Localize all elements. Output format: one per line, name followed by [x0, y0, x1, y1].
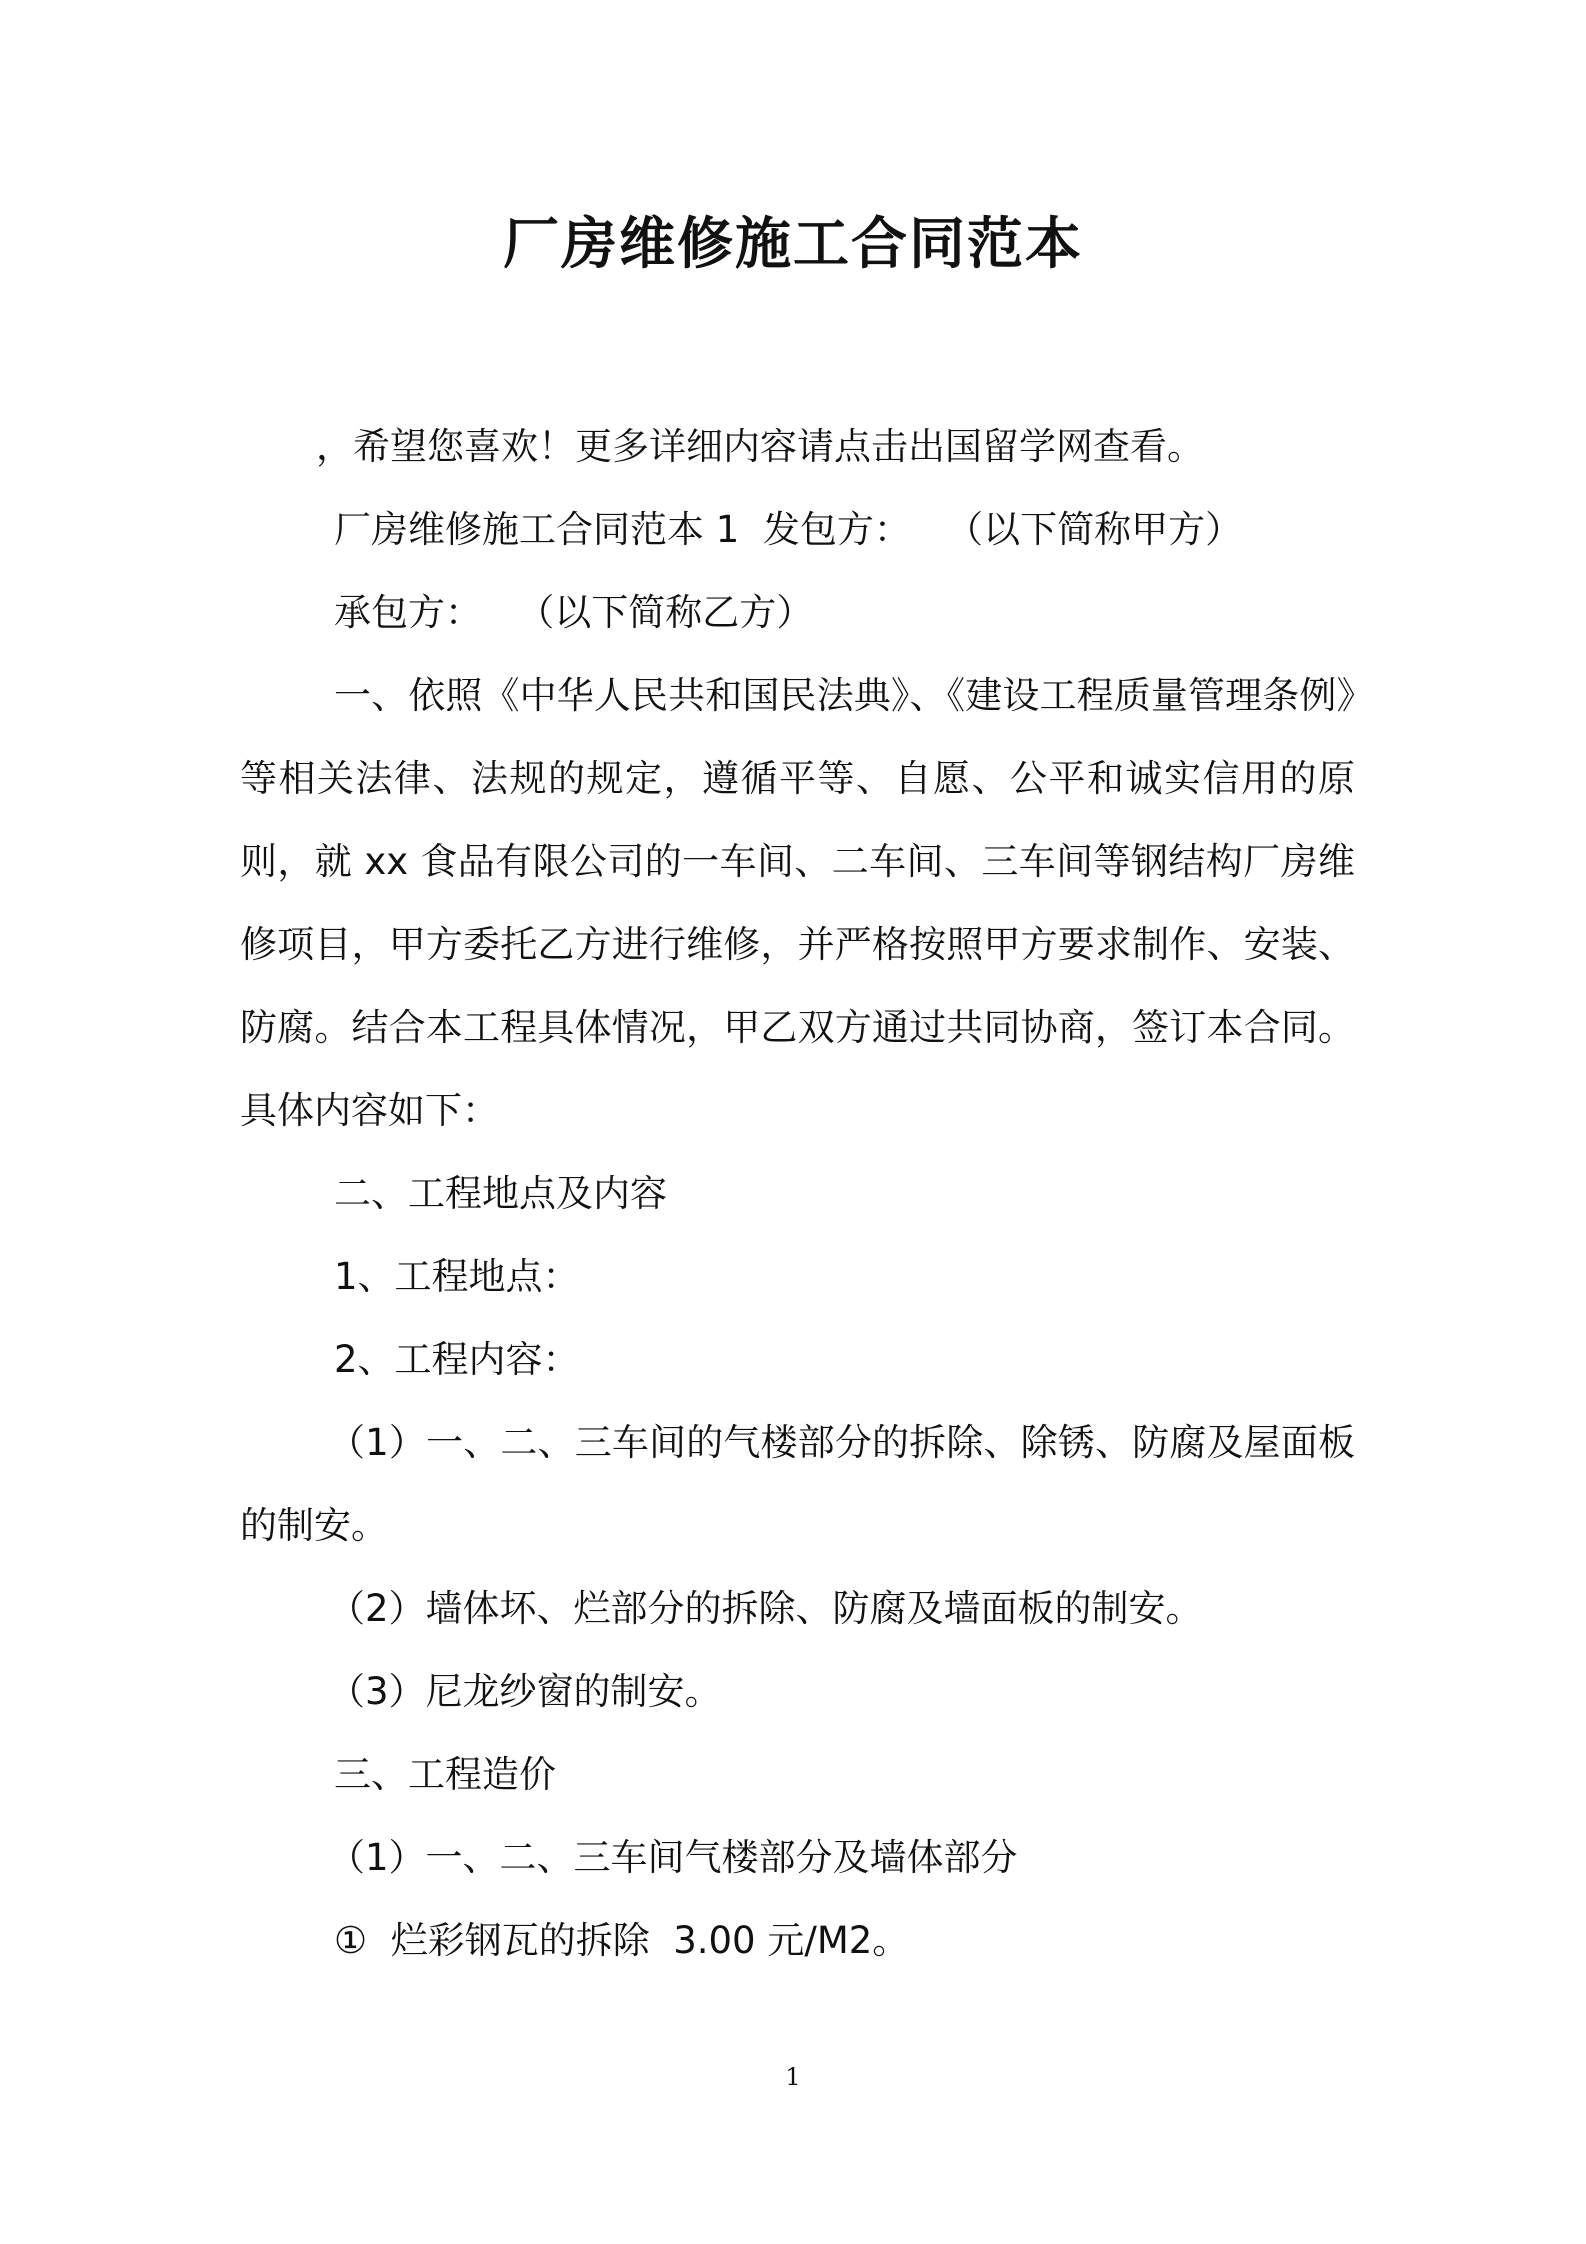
cost-item-1: （1）一、二、三车间气楼部分及墙体部分: [328, 1836, 1018, 1879]
page-number: 1: [785, 2063, 801, 2091]
content-item-1: （1）一、二、三车间的气楼部分的拆除、除锈、防腐及屋面板的制安。: [240, 1421, 1355, 1547]
section-1-paragraph: 一、依照《中华人民共和国民法典》、《建设工程质量管理条例》等相关法律、法规的规定，遵循平等、自愿、公平和诚实信用的原则，就 xx 食品有限公司的一车间、二车间、三车间等钢结构厂房维修项目，甲方委托乙方进行维修，并严格按照甲方要求制作、安装、防腐。结合本工程具体情况，甲乙双方通过共同协商，签订本合同。具体内容如下：: [240, 674, 1355, 1132]
contractor-paragraph: 承包方： （以下简称乙方）: [334, 591, 814, 634]
intro-paragraph: ，希望您喜欢！更多详细内容请点击出国留学网查看。: [316, 425, 1204, 468]
project-content-item: 2、工程内容：: [334, 1338, 580, 1381]
cost-subitem-1: ① 烂彩钢瓦的拆除 3.00 元/M2。: [334, 1919, 910, 1962]
document-title: 厂房维修施工合同范本: [503, 212, 1083, 277]
contract-parties-paragraph: 厂房维修施工合同范本 1 发包方： （以下简称甲方）: [334, 508, 1243, 551]
section-2-heading: 二、工程地点及内容: [334, 1172, 667, 1215]
document-body: [240, 405, 1355, 1982]
section-3-heading: 三、工程造价: [334, 1753, 556, 1796]
project-location-item: 1、工程地点：: [334, 1255, 580, 1298]
content-item-3: （3）尼龙纱窗的制安。: [328, 1670, 722, 1713]
content-item-2: （2）墙体坏、烂部分的拆除、防腐及墙面板的制安。: [328, 1587, 1203, 1630]
